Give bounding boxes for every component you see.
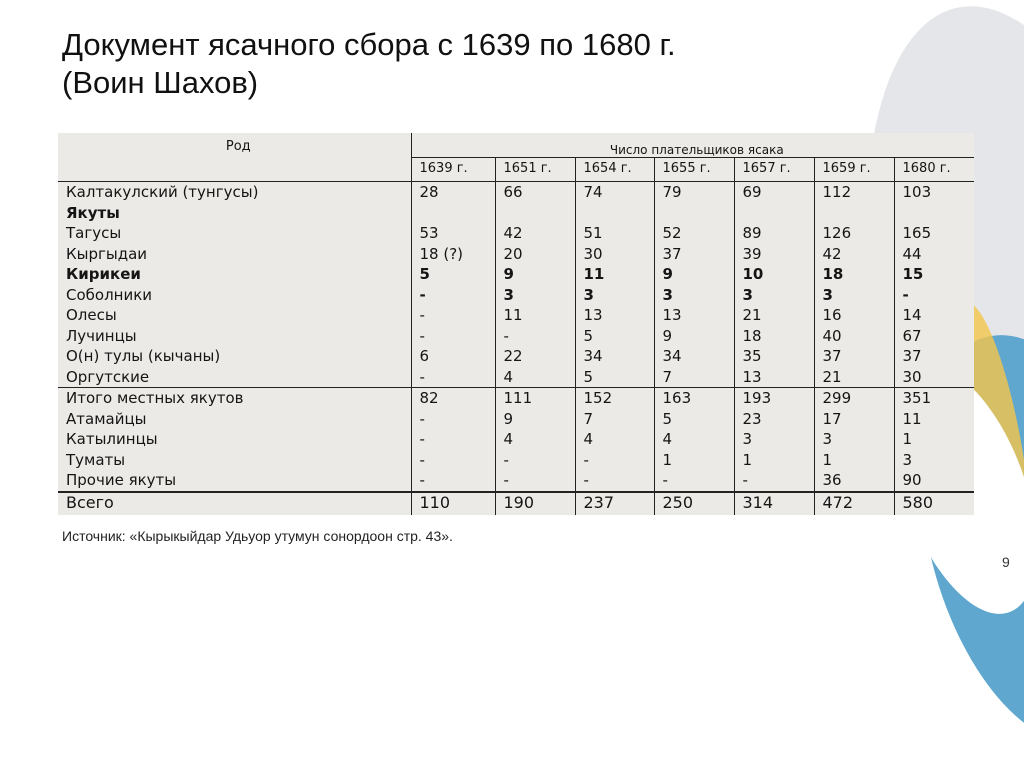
table-row-group-1 bbox=[58, 182, 974, 388]
cell-text: 1 bbox=[822, 450, 833, 469]
cell-value bbox=[823, 203, 894, 224]
total-label: Всего bbox=[58, 492, 411, 516]
cell-value: 79 bbox=[662, 183, 682, 201]
cell-value: 18 (?) bbox=[419, 244, 464, 263]
cell-value: 89 bbox=[742, 224, 762, 242]
header-year: 1659 г. bbox=[814, 158, 894, 182]
clan-name: Оргутские bbox=[66, 367, 150, 386]
cell-value: 5 bbox=[583, 326, 594, 345]
cell-text: 351 bbox=[902, 389, 932, 407]
values-cell bbox=[814, 182, 894, 388]
cell-value: 16 bbox=[822, 306, 842, 324]
total-value: 580 bbox=[894, 492, 974, 516]
cell-text: 299 bbox=[822, 389, 852, 407]
clan-name: Кирикеи bbox=[66, 265, 141, 283]
cell-value: - bbox=[419, 367, 425, 386]
cell-text: - bbox=[419, 430, 425, 448]
cell-value: 21 bbox=[742, 306, 762, 324]
cell-value bbox=[584, 203, 654, 224]
cell-text: Атамайцы bbox=[66, 409, 147, 428]
scanned-table-image bbox=[58, 133, 974, 515]
cell-text: - bbox=[662, 471, 668, 489]
cell-text: 152 bbox=[583, 389, 613, 407]
cell-text: - bbox=[742, 471, 748, 489]
cell-value: 21 bbox=[822, 367, 842, 386]
table-row-group-2 bbox=[58, 388, 974, 492]
clan-name: О(н) тулы (кычаны) bbox=[66, 347, 221, 365]
total-value: 190 bbox=[495, 492, 575, 516]
cell-value: 20 bbox=[503, 244, 523, 263]
cell-value: 30 bbox=[583, 244, 603, 263]
source-caption: Источник: «Кырыкыйдар Удьуор утумун сонордоон стр. 43». bbox=[62, 528, 453, 544]
slide-title-line-1: Документ ясачного сбора с 1639 по 1680 г. bbox=[62, 27, 676, 62]
cell-value: 5 bbox=[419, 265, 430, 283]
cell-value bbox=[743, 203, 814, 224]
total-value: 250 bbox=[654, 492, 734, 516]
values-cell bbox=[734, 388, 814, 492]
cell-value: 37 bbox=[662, 244, 682, 263]
cell-text: 4 bbox=[503, 430, 514, 448]
cell-value: 34 bbox=[583, 347, 603, 365]
header-year: 1657 г. bbox=[734, 158, 814, 182]
cell-value: 35 bbox=[742, 347, 762, 365]
cell-value: 103 bbox=[902, 183, 932, 201]
cell-value: 69 bbox=[742, 183, 762, 201]
values-cell bbox=[654, 388, 734, 492]
cell-value: 4 bbox=[503, 367, 514, 386]
cell-text: 7 bbox=[583, 409, 594, 428]
cell-text: - bbox=[419, 471, 425, 489]
cell-value: 3 bbox=[662, 285, 673, 304]
values-cell bbox=[814, 388, 894, 492]
clan-name: Калтакулский (тунгусы) bbox=[66, 183, 259, 201]
values-cell bbox=[575, 182, 654, 388]
cell-value: 3 bbox=[822, 285, 833, 304]
cell-text: 1 bbox=[902, 430, 913, 448]
cell-value: 53 bbox=[419, 224, 439, 242]
cell-value bbox=[504, 203, 575, 224]
cell-text: 36 bbox=[822, 471, 842, 489]
table-row-total bbox=[58, 492, 974, 516]
cell-value: 37 bbox=[902, 347, 922, 365]
clan-name: Соболники bbox=[66, 285, 153, 304]
cell-value: 13 bbox=[662, 306, 682, 324]
cell-text: - bbox=[503, 450, 509, 469]
total-value: 237 bbox=[575, 492, 654, 516]
values-cell bbox=[495, 182, 575, 388]
cell-value: - bbox=[902, 285, 909, 304]
cell-value: 37 bbox=[822, 347, 842, 365]
cell-value: 126 bbox=[822, 224, 852, 242]
clan-name: Якуты bbox=[66, 203, 120, 222]
cell-value: 13 bbox=[583, 306, 603, 324]
cell-value: 40 bbox=[822, 326, 842, 345]
header-year: 1680 г. bbox=[894, 158, 974, 182]
slide-title bbox=[62, 26, 676, 102]
total-value: 110 bbox=[411, 492, 495, 516]
header-year: 1655 г. bbox=[654, 158, 734, 182]
cell-text: - bbox=[583, 450, 589, 469]
cell-value: 11 bbox=[583, 265, 605, 283]
cell-text: - bbox=[419, 409, 425, 428]
cell-value: 14 bbox=[902, 306, 922, 324]
cell-value: 39 bbox=[742, 244, 762, 263]
cell-text: 1 bbox=[662, 450, 673, 469]
cell-value: 30 bbox=[902, 367, 922, 386]
cell-value: 44 bbox=[902, 244, 922, 263]
cell-value: 22 bbox=[503, 347, 523, 365]
cell-value: 3 bbox=[742, 285, 753, 304]
cell-text: 3 bbox=[822, 430, 833, 448]
yasak-table bbox=[58, 133, 974, 515]
cell-value: - bbox=[419, 285, 426, 304]
cell-text: 9 bbox=[503, 409, 514, 428]
cell-value: 5 bbox=[583, 367, 594, 386]
cell-text: 3 bbox=[742, 430, 753, 448]
values-cell bbox=[575, 388, 654, 492]
cell-value: 7 bbox=[662, 367, 673, 386]
cell-text: 111 bbox=[503, 389, 533, 407]
cell-value: 10 bbox=[742, 265, 764, 283]
cell-value: 51 bbox=[583, 224, 603, 242]
cell-text: - bbox=[503, 471, 509, 489]
cell-value: 15 bbox=[902, 265, 924, 283]
header-year: 1651 г. bbox=[495, 158, 575, 182]
clan-names-cell bbox=[58, 182, 411, 388]
cell-value: 34 bbox=[662, 347, 682, 365]
cell-value: 11 bbox=[503, 306, 523, 324]
cell-value: 6 bbox=[419, 347, 430, 365]
clan-names-cell bbox=[58, 388, 411, 492]
cell-value: - bbox=[419, 306, 425, 324]
cell-text: Итого местных якутов bbox=[66, 389, 244, 407]
cell-value: 13 bbox=[742, 367, 762, 386]
cell-value bbox=[903, 203, 975, 224]
total-value: 314 bbox=[734, 492, 814, 516]
cell-value bbox=[420, 203, 495, 224]
cell-text: 5 bbox=[662, 409, 673, 428]
cell-text: - bbox=[419, 450, 425, 469]
cell-text: 1 bbox=[742, 450, 753, 469]
slide-title-line-2: (Воин Шахов) bbox=[62, 65, 259, 100]
header-group: Число плательщиков ясака bbox=[411, 133, 974, 158]
page-number: 9 bbox=[1002, 554, 1010, 570]
header-rod: Род bbox=[58, 133, 411, 182]
cell-value: - bbox=[419, 326, 425, 345]
cell-value: 28 bbox=[419, 183, 439, 201]
cell-value: - bbox=[503, 326, 509, 345]
cell-value: 42 bbox=[822, 244, 842, 263]
cell-value: 67 bbox=[902, 326, 922, 345]
values-cell bbox=[894, 182, 974, 388]
cell-text: 17 bbox=[822, 409, 842, 428]
values-cell bbox=[894, 388, 974, 492]
clan-name: Лучинцы bbox=[66, 326, 137, 345]
header-year: 1654 г. bbox=[575, 158, 654, 182]
cell-value: 9 bbox=[662, 326, 673, 345]
cell-text: - bbox=[583, 471, 589, 489]
cell-text: 3 bbox=[902, 450, 913, 469]
cell-text: 4 bbox=[662, 430, 673, 448]
values-cell bbox=[495, 388, 575, 492]
cell-text: Прочие якуты bbox=[66, 471, 177, 489]
cell-value: 52 bbox=[662, 224, 682, 242]
values-cell bbox=[734, 182, 814, 388]
cell-value: 18 bbox=[822, 265, 844, 283]
cell-value: 165 bbox=[902, 224, 932, 242]
cell-value: 42 bbox=[503, 224, 523, 242]
cell-value: 3 bbox=[503, 285, 514, 304]
cell-text: 163 bbox=[662, 389, 692, 407]
values-cell bbox=[654, 182, 734, 388]
cell-text: 23 bbox=[742, 409, 762, 428]
cell-text: Катылинцы bbox=[66, 430, 158, 448]
cell-value: 9 bbox=[503, 265, 514, 283]
cell-text: 193 bbox=[742, 389, 772, 407]
clan-name: Тагусы bbox=[66, 224, 122, 242]
cell-value: 3 bbox=[583, 285, 594, 304]
cell-text: 82 bbox=[419, 389, 439, 407]
cell-value: 9 bbox=[662, 265, 673, 283]
clan-name: Олесы bbox=[66, 306, 117, 324]
cell-text: 11 bbox=[902, 409, 922, 428]
cell-text: 90 bbox=[902, 471, 922, 489]
cell-value: 18 bbox=[742, 326, 762, 345]
cell-value: 112 bbox=[822, 183, 852, 201]
total-value: 472 bbox=[814, 492, 894, 516]
header-year: 1639 г. bbox=[411, 158, 495, 182]
cell-value bbox=[663, 203, 734, 224]
clan-name: Кыргыдаи bbox=[66, 244, 148, 263]
cell-value: 66 bbox=[503, 183, 523, 201]
cell-text: 4 bbox=[583, 430, 594, 448]
values-cell bbox=[411, 388, 495, 492]
values-cell bbox=[411, 182, 495, 388]
cell-text: Туматы bbox=[66, 450, 126, 469]
cell-value: 74 bbox=[583, 183, 603, 201]
